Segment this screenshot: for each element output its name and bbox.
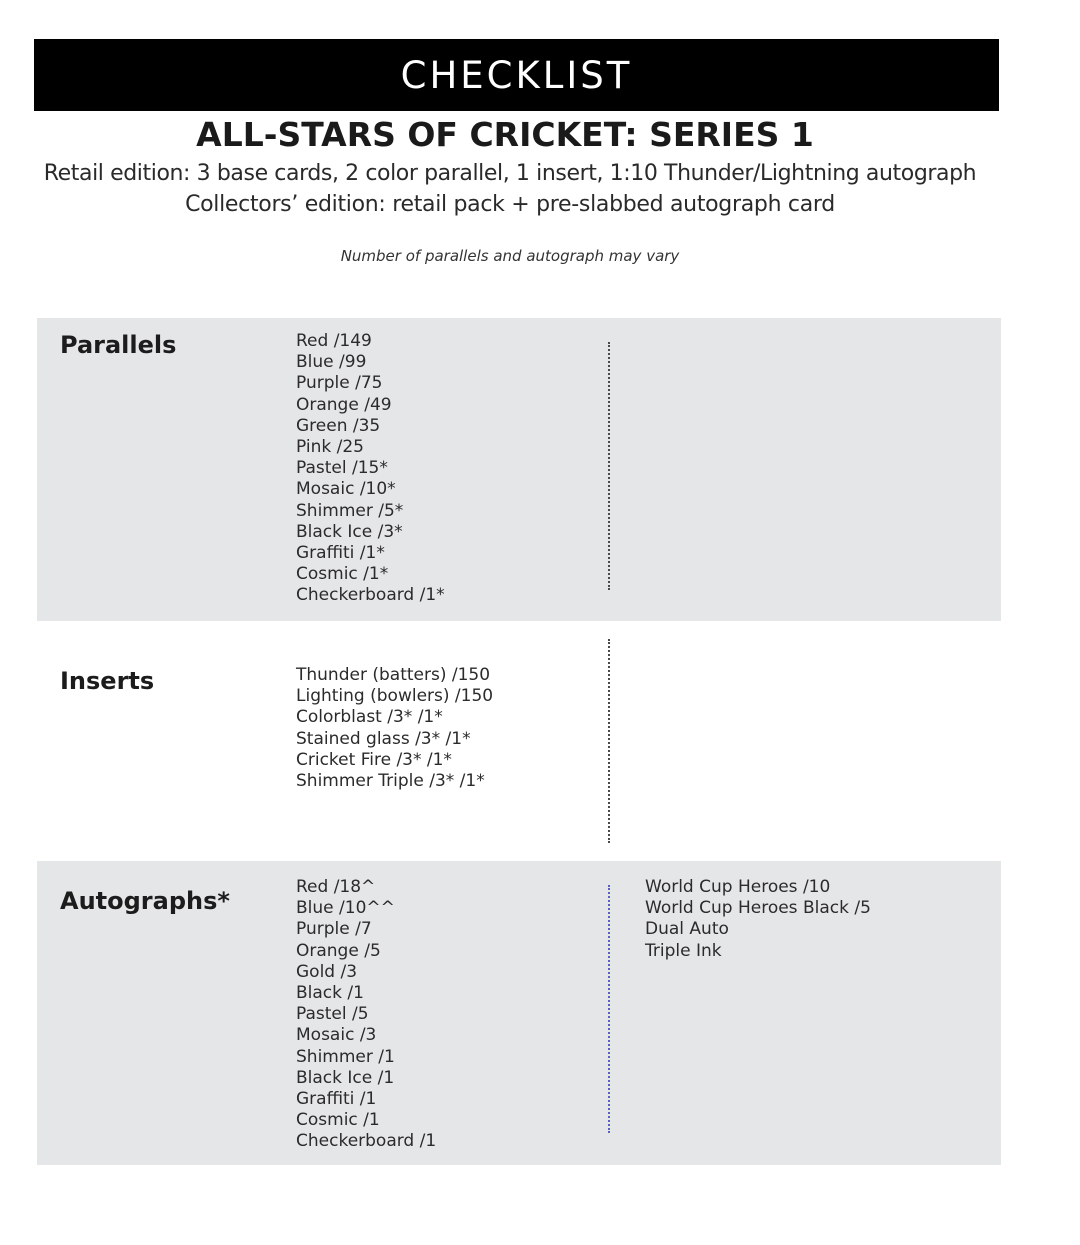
inserts-list (296, 665, 493, 792)
list-item: Checkerboard /1* (296, 585, 445, 606)
autographs-special-list (645, 877, 871, 962)
parallels-heading: Parallels (60, 331, 177, 359)
list-item: Purple /75 (296, 373, 383, 394)
inserts-section (37, 621, 1001, 861)
list-item: Mosaic /10* (296, 479, 396, 500)
list-item: Lighting (bowlers) /150 (296, 686, 494, 707)
list-item: Black Ice /3* (296, 521, 403, 542)
list-item: Green /35 (296, 415, 381, 436)
list-item: Triple Ink (645, 940, 722, 961)
list-item: Red /149 (296, 331, 372, 351)
list-item: Orange /5 (296, 940, 381, 961)
page-title: ALL-STARS OF CRICKET: SERIES 1 (196, 115, 814, 154)
list-item: Mosaic /3 (296, 1025, 377, 1046)
list-item: Stained glass /3* /1* (296, 728, 471, 749)
retail-edition-line: Retail edition: 3 base cards, 2 color parallel, 1 insert, 1:10 Thunder/Lightning autograph (43, 161, 977, 186)
list-item: Pink /25 (296, 437, 364, 458)
checklist-banner (34, 39, 999, 111)
variance-note: Number of parallels and autograph may vary (340, 247, 680, 265)
list-item: Cosmic /1 (296, 1110, 380, 1131)
parallels-divider (608, 342, 610, 590)
list-item: World Cup Heroes Black /5 (645, 898, 871, 919)
list-item: World Cup Heroes /10 (645, 877, 831, 897)
list-item: Shimmer /5* (296, 500, 404, 521)
list-item: Colorblast /3* /1* (296, 707, 443, 728)
list-item: Dual Auto (645, 919, 729, 940)
list-item: Shimmer Triple /3* /1* (296, 771, 485, 792)
list-item: Pastel /15* (296, 458, 388, 479)
list-item: Blue /10^^ (296, 898, 395, 919)
list-item: Shimmer /1 (296, 1046, 395, 1067)
list-item: Orange /49 (296, 394, 392, 415)
list-item: Thunder (batters) /150 (296, 665, 491, 685)
parallels-list (296, 331, 445, 607)
inserts-heading: Inserts (60, 667, 155, 695)
list-item: Cosmic /1* (296, 564, 389, 585)
list-item: Black /1 (296, 983, 364, 1004)
autographs-list (296, 877, 436, 1153)
list-item: Cricket Fire /3* /1* (296, 749, 452, 770)
list-item: Graffiti /1 (296, 1089, 377, 1110)
list-item: Gold /3 (296, 961, 358, 982)
list-item: Graffiti /1* (296, 543, 385, 564)
autographs-heading: Autographs* (60, 887, 230, 915)
banner-text: CHECKLIST (400, 53, 633, 97)
collectors-edition-line: Collectors’ edition: retail pack + pre-slabbed autograph card (185, 192, 835, 217)
autographs-section (37, 861, 1001, 1165)
list-item: Checkerboard /1 (296, 1131, 437, 1152)
autographs-divider (608, 885, 610, 1133)
inserts-divider (608, 639, 610, 843)
list-item: Purple /7 (296, 919, 372, 940)
list-item: Blue /99 (296, 352, 367, 373)
list-item: Pastel /5 (296, 1004, 369, 1025)
parallels-section (37, 318, 1001, 621)
list-item: Red /18^ (296, 877, 376, 897)
list-item: Black Ice /1 (296, 1067, 395, 1088)
